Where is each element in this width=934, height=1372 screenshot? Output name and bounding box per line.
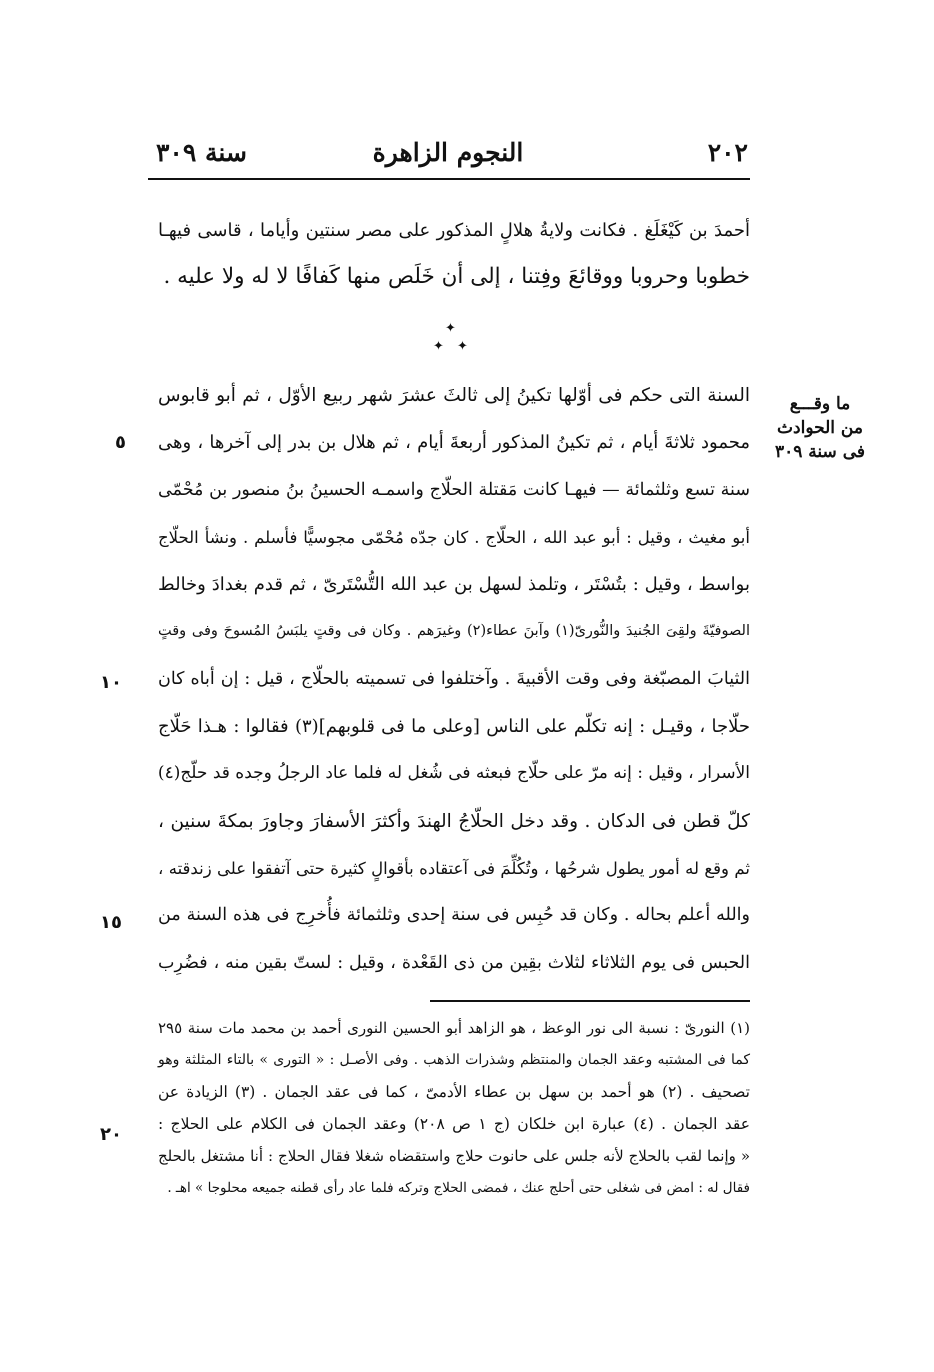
line-number: ١٠	[100, 672, 122, 693]
separator-ornament: ✦	[445, 321, 456, 336]
text-line: الثيابَ المصبّغة وفى وقت الأقبيةَ . وآختلفوا فى تسميته بالحلّاج ، قيل : إن أباه كان	[158, 668, 750, 689]
text-line: حلّاجا ، وقيـل : إنه تكلّم على الناس [وعلى ما فى قلوبهم](٣) فقالوا : هـذا حَلّاج	[158, 716, 750, 738]
section-separator	[432, 320, 472, 360]
page-header	[148, 138, 748, 174]
footnote-line: عقد الجمان . (٤) عبارة ابن خلكان (ج ١ ص ٢٠٨) وعقد الجمان فى الكلام على الحلاج :	[158, 1115, 751, 1133]
text-line: ثم وقع له أمور يطول شرحُها ، وتُكُلِّمَ فى آعتقاده بأقوالٍ كثيرة حتى آتفقوا على زندقته ،	[158, 858, 750, 878]
line-number: ١٥	[100, 912, 122, 933]
text-line: بواسط ، وقيل : بتُسْتَر ، وتلمذ لسهل بن عبد الله التُّسْتَرىّ ، ثم قدم بغدادَ وخالط	[158, 574, 750, 596]
text-line: أحمدَ بن كَيْغَلَغ . فكانت ولايةُ هلالٍ المذكور على مصر سنتين وأياما ، قاسى فيهـا	[158, 220, 750, 241]
running-title: النجوم الزاهرة	[372, 138, 524, 167]
main-text	[158, 372, 750, 987]
line-number: ٢٠	[100, 1124, 122, 1145]
footnote-rule	[430, 1000, 750, 1002]
footnotes	[158, 1012, 750, 1204]
text-line: أبو مغيث ، وقيل : أبو عبد الله ، الحلّاج . كان جدّه مُحْمّى مجوسيًّا فأسلم . ونشأ الحلّاج	[158, 527, 750, 547]
text-line: الأسرار ، وقيل : إنه مرّ على حلّاج فبعثه فى شُغل له فلما عاد الرجلُ وجده قد حلّج(٤)	[157, 763, 750, 784]
page-number: ٢٠٢	[707, 138, 748, 167]
footnote-line: فقال له : امض فى شغلى حتى أحلج عنك ، فمضى الحلاج وتركه فلما عاد رأى قطنه جميعه محلوجا » اهـ .	[167, 1180, 750, 1196]
text-line: خطوبا وحروبا ووقائعَ وفِتنا ، إلى أن خَلَص منها كَفافًا لا له ولا عليه .	[163, 264, 750, 289]
intro-paragraph	[158, 208, 750, 300]
margin-note-line: فى سنة ٣٠٩	[774, 442, 866, 462]
text-line: والله أعلم بحاله . وكان قد حُبِس فى سنة إحدى وثلثمائة فأُخرِج فى هذه السنة من	[158, 905, 750, 926]
margin-note	[770, 392, 870, 464]
separator-ornament: ✦	[457, 339, 468, 354]
margin-note-line: من الحوادث	[777, 418, 863, 438]
text-line: الصوفيّةَ ولقِىَ الجُنيدَ والنُّورىّ(١) وآبنَ عطاء(٢) وغيرَهم . وكان فى وقتٍ يلبَسُ المُسوحَ وفى وقتٍ	[158, 623, 750, 640]
footnote-line: (١) النورىّ : نسبة الى نور الوعظ ، هو الزاهد أبو الحسين النورى أحمد بن محمد مات سنة ٢٩٥	[158, 1019, 750, 1037]
text-line: السنة التى حكم فى أوّلها تكينُ إلى ثالثَ عشرَ شهر ربيع الأوّل ، ثم أبو قابوس	[158, 385, 750, 406]
separator-ornament: ✦	[433, 339, 444, 354]
footnote-line: « وإنما لقب بالحلاج لأنه جلس على حانوت حلاج واستقضاه شغلا فقال الحلاج : أنا مشتغل بالحلج	[158, 1147, 750, 1165]
line-number: ٥	[115, 432, 126, 453]
text-line: سنة تسع وثلثمائة — فيهـا كانت مَقتلة الحلّاج واسمـه الحسينُ بنُ منصور بن مُحْمّى	[158, 479, 750, 500]
text-line: كلّ قطن فى الدكان . وقد دخل الحلّاجُ الهندَ وأكثرَ الأسفارَ وجاورَ بمكةَ سنين ،	[158, 810, 750, 832]
footnote-line: تصحيف . (٢) هو أحمد بن سهل بن عطاء الأدمىّ ، كما فى عقد الجمان . (٣) الزيادة عن	[158, 1083, 750, 1101]
margin-note-line: ما وقـــع	[789, 394, 851, 414]
text-line: محمود ثلاثةَ أيام ، ثم تكينُ المذكور أربعةَ أيام ، ثم هلال بن بدر إلى آخرها ، وهى	[158, 432, 750, 454]
text-line: الحبس فى يوم الثلاثاء لثلاث بقِين من ذى القَعْدة ، وقيل : لستّ بقين منه ، فضُرِب	[158, 952, 750, 973]
header-rule	[148, 178, 750, 180]
header-year: سنة ٣٠٩	[156, 138, 247, 167]
footnote-line: كما فى المشتبه وعقد الجمان والمنتظم وشذرات الذهب . وفى الأصـل : « التورى » بالتاء المثلثة وهو	[158, 1052, 750, 1068]
